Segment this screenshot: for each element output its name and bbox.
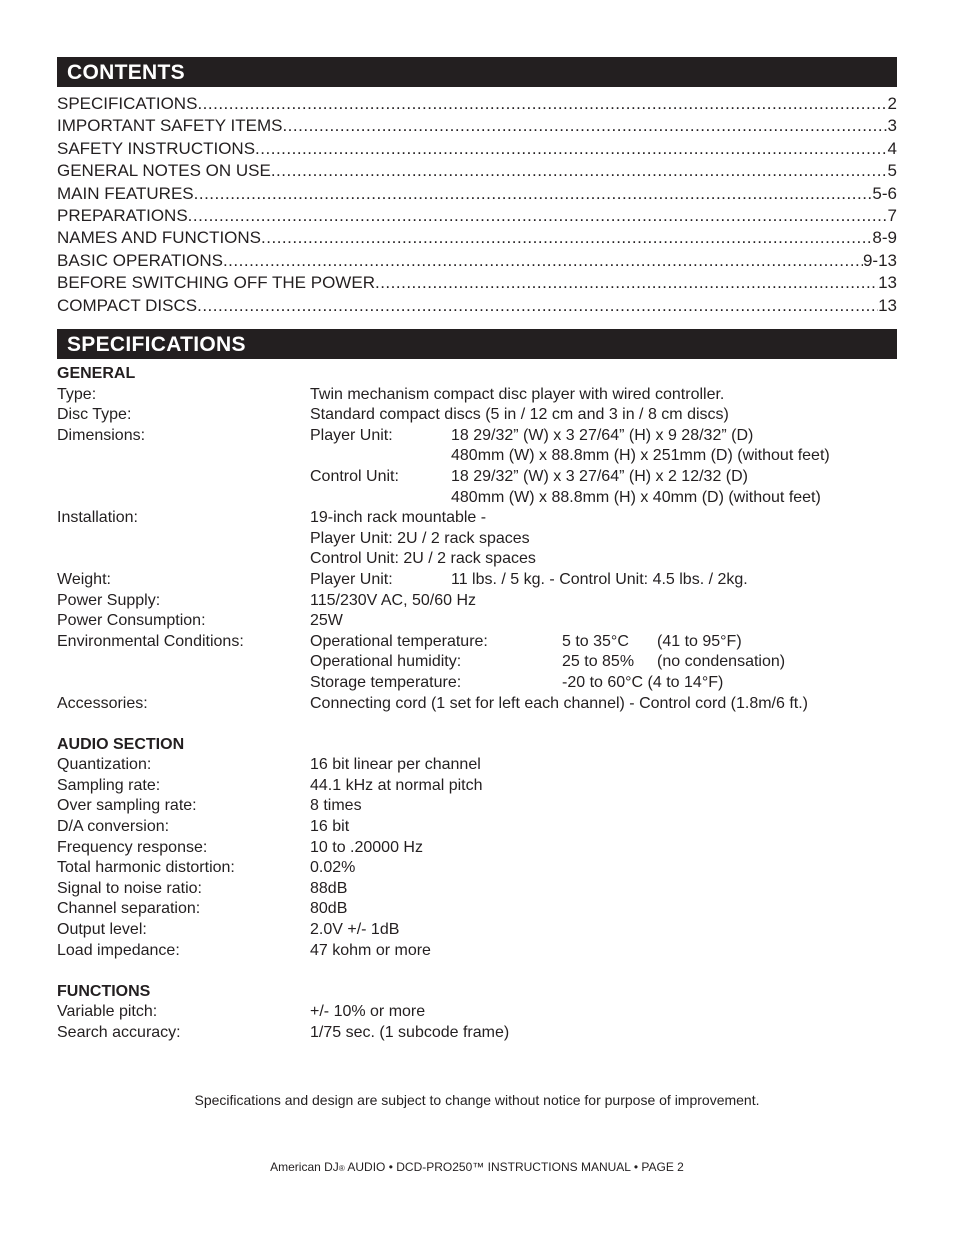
spec-row bbox=[57, 776, 897, 797]
spec-label: Installation: bbox=[57, 509, 138, 527]
footer-brand: American DJ bbox=[270, 1160, 339, 1174]
toc-entry[interactable] bbox=[57, 138, 897, 160]
spec-row bbox=[57, 1023, 897, 1044]
spec-row bbox=[57, 838, 897, 859]
spec-label: Total harmonic distortion: bbox=[57, 859, 235, 877]
spec-value: 480mm (W) x 88.8mm (H) x 251mm (D) (without feet) bbox=[451, 447, 830, 465]
spec-row bbox=[57, 405, 897, 426]
spec-label: Output level: bbox=[57, 921, 147, 939]
spec-value: Standard compact discs (5 in / 12 cm and 3 in / 8 cm discs) bbox=[310, 406, 729, 424]
spec-value: 8 times bbox=[310, 797, 362, 815]
spec-sublabel: Operational humidity: bbox=[310, 653, 462, 671]
spec-label: D/A conversion: bbox=[57, 818, 170, 836]
toc-entry-page: 7 bbox=[887, 205, 897, 225]
toc-entry-page: 5 bbox=[887, 161, 897, 181]
spec-row bbox=[57, 508, 897, 529]
toc-entry[interactable] bbox=[57, 115, 897, 137]
toc-entry-title: SAFETY INSTRUCTIONS bbox=[57, 138, 256, 158]
toc-entry-title: MAIN FEATURES bbox=[57, 183, 194, 203]
spec-label: Signal to noise ratio: bbox=[57, 879, 202, 897]
section-heading: FUNCTIONS bbox=[57, 982, 151, 1000]
spec-label: Over sampling rate: bbox=[57, 797, 197, 815]
spec-value: 11 lbs. / 5 kg. - Control Unit: 4.5 lbs. / 2kg. bbox=[451, 570, 748, 588]
spec-sublabel: Control Unit: bbox=[310, 467, 399, 485]
spec-row bbox=[57, 488, 897, 509]
spec-value: Connecting cord (1 set for left each channel) - Control cord (1.8m/6 ft.) bbox=[310, 694, 809, 712]
specifications-body bbox=[57, 364, 897, 1044]
spec-row bbox=[57, 446, 897, 467]
section-heading: AUDIO SECTION bbox=[57, 735, 185, 753]
toc-entry-page: 9-13 bbox=[862, 250, 897, 270]
spec-row bbox=[57, 591, 897, 612]
toc-entry-title: BEFORE SWITCHING OFF THE POWER bbox=[57, 273, 375, 293]
spec-row bbox=[57, 467, 897, 488]
spec-label: Accessories: bbox=[57, 694, 148, 712]
spec-label: Channel separation: bbox=[57, 900, 201, 918]
toc-entry-title: IMPORTANT SAFETY ITEMS bbox=[57, 116, 283, 136]
specifications-heading: SPECIFICATIONS bbox=[57, 329, 897, 359]
spec-value: +/- 10% or more bbox=[310, 1003, 426, 1021]
spec-row bbox=[57, 817, 897, 838]
spec-row bbox=[57, 426, 897, 447]
toc-entry-page: 4 bbox=[887, 138, 897, 158]
registered-mark: ® bbox=[338, 1164, 345, 1173]
toc-entry[interactable] bbox=[57, 250, 897, 272]
spec-sublabel: Player Unit: bbox=[310, 570, 393, 588]
spec-value: 88dB bbox=[310, 879, 348, 897]
spec-value: 18 29/32” (W) x 3 27/64” (H) x 9 28/32” (D) bbox=[451, 426, 754, 444]
spec-row bbox=[57, 920, 897, 941]
toc-entry-title: SPECIFICATIONS bbox=[57, 94, 198, 113]
toc-entry-page: 8-9 bbox=[872, 228, 897, 248]
spec-row bbox=[57, 694, 897, 715]
spec-label: Frequency response: bbox=[57, 838, 208, 856]
spec-value: 2.0V +/- 1dB bbox=[310, 921, 400, 939]
toc-entry-page: 13 bbox=[878, 273, 897, 293]
spec-row bbox=[57, 611, 897, 632]
spec-row bbox=[57, 529, 897, 550]
spec-value: 25W bbox=[310, 612, 343, 630]
spec-row bbox=[57, 941, 897, 962]
toc-entry[interactable] bbox=[57, 227, 897, 249]
spec-label: Search accuracy: bbox=[57, 1024, 181, 1041]
spec-row bbox=[57, 899, 897, 920]
spec-row bbox=[57, 570, 897, 591]
spec-label: Power Supply: bbox=[57, 591, 161, 609]
toc-entry[interactable] bbox=[57, 295, 897, 317]
spec-row bbox=[57, 1002, 897, 1023]
toc-entry[interactable] bbox=[57, 272, 897, 294]
contents-heading: CONTENTS bbox=[57, 57, 897, 87]
spec-value: 1/75 sec. (1 subcode frame) bbox=[310, 1024, 510, 1041]
toc-entry-title: COMPACT DISCS bbox=[57, 295, 198, 315]
spec-value: 10 to .20000 Hz bbox=[310, 838, 423, 856]
footer-text: AUDIO • DCD-PRO250™ INSTRUCTIONS MANUAL • PAGE 2 bbox=[344, 1160, 684, 1174]
spec-value: 480mm (W) x 88.8mm (H) x 40mm (D) (without feet) bbox=[451, 488, 821, 506]
page-footer bbox=[0, 1160, 954, 1174]
spec-value: 80dB bbox=[310, 900, 348, 918]
spec-label: Variable pitch: bbox=[57, 1003, 158, 1021]
spec-row bbox=[57, 879, 897, 900]
spec-label: Disc Type: bbox=[57, 406, 132, 424]
spec-value: -20 to 60°C (4 to 14°F) bbox=[562, 673, 724, 691]
spec-label: Type: bbox=[57, 385, 97, 403]
spec-value: 44.1 kHz at normal pitch bbox=[310, 776, 483, 794]
spec-value: 16 bit bbox=[310, 818, 350, 836]
spec-label: Environmental Conditions: bbox=[57, 632, 244, 650]
spec-row bbox=[57, 755, 897, 776]
spec-sublabel: Storage temperature: bbox=[310, 673, 462, 691]
spec-label: Load impedance: bbox=[57, 941, 180, 959]
toc-entry-page: 2 bbox=[887, 94, 897, 113]
spec-row bbox=[57, 652, 897, 673]
toc-entry-title: NAMES AND FUNCTIONS bbox=[57, 228, 262, 248]
table-of-contents bbox=[57, 93, 897, 317]
toc-entry[interactable] bbox=[57, 160, 897, 182]
toc-entry-page: 13 bbox=[878, 295, 897, 315]
toc-entry-page: 3 bbox=[887, 116, 897, 136]
toc-entry-title: PREPARATIONS bbox=[57, 205, 188, 225]
spec-sublabel: Operational temperature: bbox=[310, 632, 488, 650]
spec-value: 0.02% bbox=[310, 859, 356, 877]
spec-value: 19-inch rack mountable - bbox=[310, 509, 487, 527]
spec-value: Control Unit: 2U / 2 rack spaces bbox=[310, 550, 536, 568]
spec-sublabel: Player Unit: bbox=[310, 426, 393, 444]
spec-value: 16 bit linear per channel bbox=[310, 756, 481, 774]
spec-label: Power Consumption: bbox=[57, 612, 206, 630]
toc-entry[interactable] bbox=[57, 205, 897, 227]
spec-row bbox=[57, 385, 897, 406]
toc-entry-title: BASIC OPERATIONS bbox=[57, 250, 223, 270]
spec-row bbox=[57, 858, 897, 879]
section-heading: GENERAL bbox=[57, 365, 136, 382]
spec-value-alt: (41 to 95°F) bbox=[657, 632, 742, 650]
toc-entry[interactable] bbox=[57, 183, 897, 205]
spec-row bbox=[57, 673, 897, 694]
spec-row bbox=[57, 796, 897, 817]
disclaimer-note: Specifications and design are subject to change without notice for purpose of improvement. bbox=[194, 1092, 760, 1108]
spec-value: 5 to 35°C bbox=[562, 632, 629, 650]
spec-value: 18 29/32” (W) x 3 27/64” (H) x 2 12/32 (D) bbox=[451, 467, 748, 485]
spec-value: 25 to 85% bbox=[562, 653, 635, 671]
spec-value-alt: (no condensation) bbox=[657, 653, 786, 671]
spec-label: Dimensions: bbox=[57, 426, 146, 444]
spec-row bbox=[57, 632, 897, 653]
toc-entry-page: 5-6 bbox=[872, 183, 897, 203]
toc-entry-title: GENERAL NOTES ON USE bbox=[57, 161, 271, 181]
spec-label: Weight: bbox=[57, 570, 111, 588]
spec-value: Twin mechanism compact disc player with wired controller. bbox=[310, 385, 725, 403]
toc-entry[interactable] bbox=[57, 93, 897, 115]
spec-label: Quantization: bbox=[57, 756, 152, 774]
spec-value: 47 kohm or more bbox=[310, 941, 431, 959]
spec-row bbox=[57, 549, 897, 570]
spec-value: 115/230V AC, 50/60 Hz bbox=[310, 591, 477, 609]
spec-label: Sampling rate: bbox=[57, 776, 161, 794]
spec-value: Player Unit: 2U / 2 rack spaces bbox=[310, 529, 530, 547]
